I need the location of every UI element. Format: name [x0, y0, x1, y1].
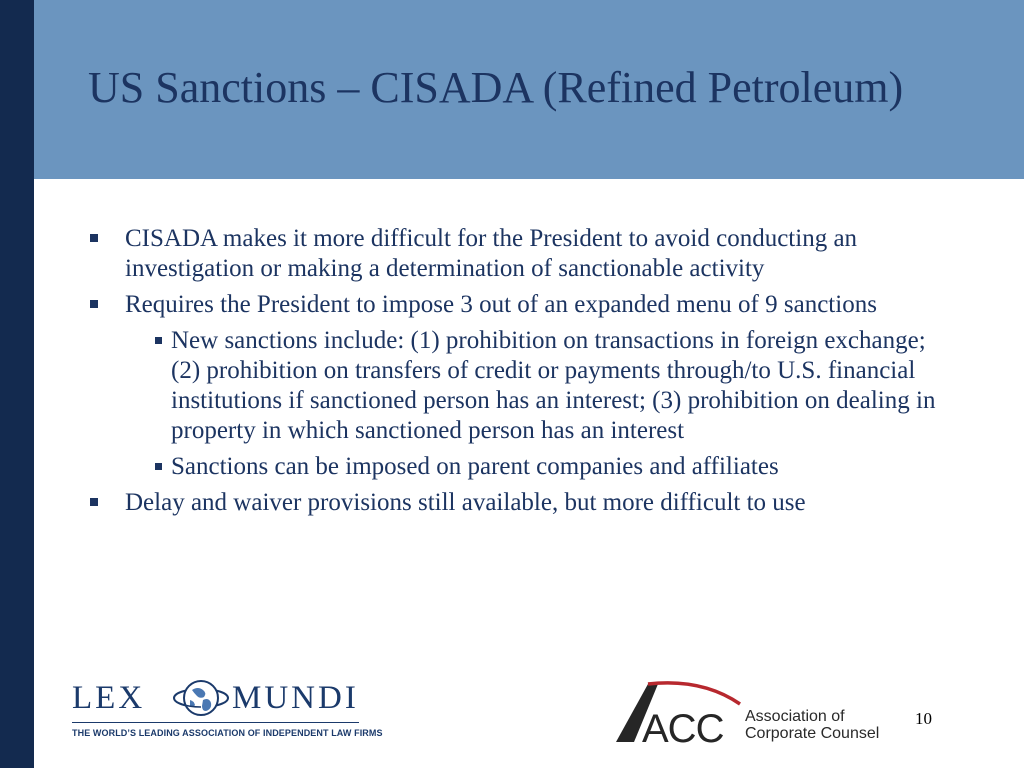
globe-icon — [172, 676, 230, 720]
square-bullet-icon — [155, 337, 162, 344]
acc-logo-mark — [612, 680, 742, 746]
lex-mundi-right-word: MUNDI — [232, 680, 359, 716]
acc-name-line2: Corporate Counsel — [745, 725, 880, 742]
square-bullet-icon — [90, 234, 98, 242]
sub-bullet-text: New sanctions include: (1) prohibition on transactions in foreign exchange; (2) prohibition on transfers of credit or payments through/to U.S. financial institutions if sanctioned person has an interest; (3) prohibition on dealing in property in which sanctioned person has an interest — [171, 327, 936, 444]
acc-logo-mark-text: ACC — [642, 707, 724, 746]
acc-name-line1: Association of — [745, 708, 845, 725]
sub-bullet-item — [125, 452, 948, 482]
sub-bullet-item — [125, 326, 948, 446]
bullet-text: Requires the President to impose 3 out of an expanded menu of 9 sanctions — [125, 291, 877, 318]
sub-bullet-list — [125, 326, 948, 482]
bullet-text: Delay and waiver provisions still available, but more difficult to use — [125, 489, 806, 516]
left-accent-bar — [0, 0, 34, 768]
lex-mundi-rule — [72, 722, 359, 723]
lex-mundi-logo — [72, 672, 383, 742]
bullet-list — [88, 224, 948, 518]
square-bullet-icon — [155, 463, 162, 470]
slide-body — [88, 224, 948, 524]
sub-bullet-text: Sanctions can be imposed on parent companies and affiliates — [171, 453, 779, 480]
bullet-item — [88, 290, 948, 482]
bullet-item — [88, 224, 948, 284]
acc-name — [745, 708, 879, 742]
bullet-text: CISADA makes it more difficult for the President to avoid conducting an investigation or making a determination of sanctionable activity — [125, 225, 858, 282]
lex-mundi-tagline: THE WORLD’S LEADING ASSOCIATION OF INDEPENDENT LAW FIRMS — [72, 728, 383, 738]
acc-logo — [612, 680, 902, 750]
page-number: 10 — [915, 709, 932, 728]
lex-mundi-left-word: LEX — [72, 680, 146, 716]
lex-mundi-wordmark — [72, 680, 362, 716]
square-bullet-icon — [90, 498, 98, 506]
square-bullet-icon — [90, 300, 98, 308]
slide-title: US Sanctions – CISADA (Refined Petroleum) — [88, 63, 904, 112]
bullet-item — [88, 488, 948, 518]
